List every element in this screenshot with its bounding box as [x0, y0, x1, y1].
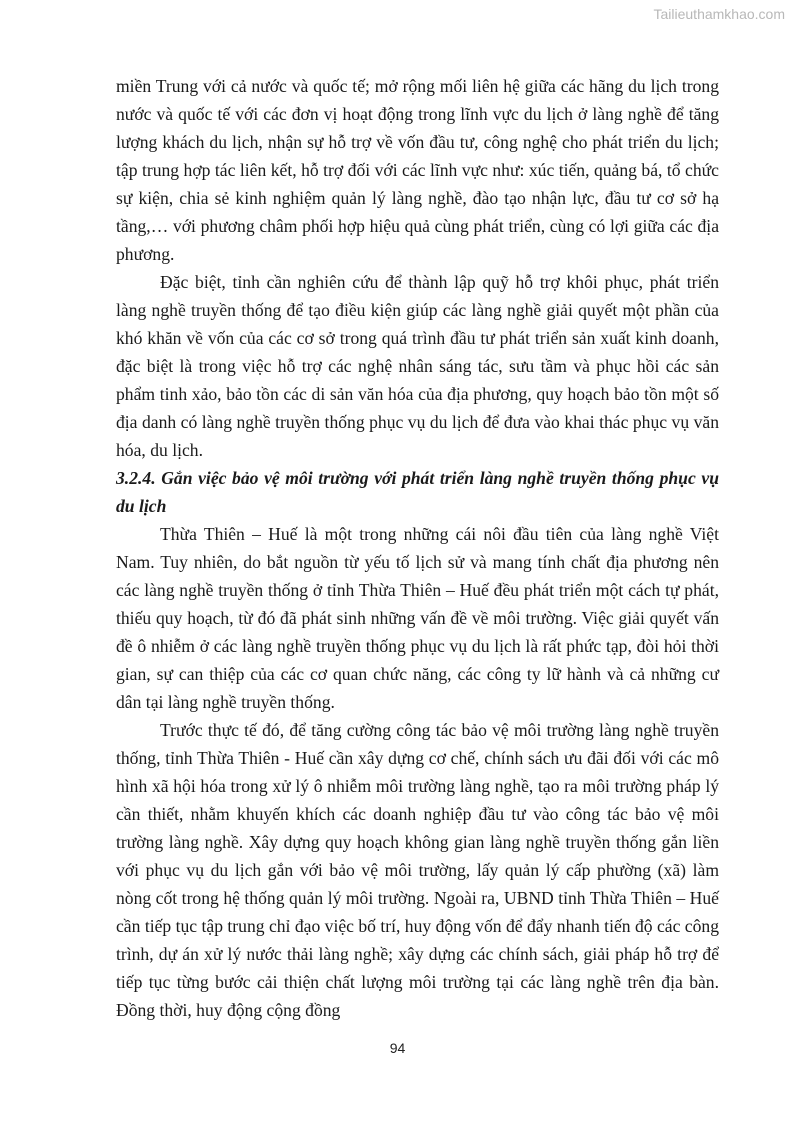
paragraph-4: Trước thực tế đó, để tăng cường công tác bảo vệ môi trường làng nghề truyền thống, tỉnh Thừa Thiên - Huế cần xây dựng cơ chế, chính sách ưu đãi đối với các mô hình xã hội hóa trong xử lý ô nhiễm môi trường làng nghề, tạo ra môi trường pháp lý cần thiết, nhằm khuyến khích các doanh nghiệp đầu tư vào công tác bảo vệ môi trường làng nghề. Xây dựng quy hoạch không gian làng nghề truyền thống gắn liền với phục vụ du lịch gắn với bảo vệ môi trường, lấy quản lý cấp phường (xã) làm nòng cốt trong hệ thống quản lý môi trường. Ngoài ra, UBND tỉnh Thừa Thiên – Huế cần tiếp tục tập trung chỉ đạo việc bố trí, huy động vốn để đẩy nhanh tiến độ các công trình, dự án xử lý nước thải làng nghề; xây dựng các chính sách, giải pháp hỗ trợ để tiếp tục từng bước cải thiện chất lượng môi trường tại các làng nghề trên địa bàn. Đồng thời, huy động cộng đồng — [116, 720, 719, 1020]
paragraph-3: Thừa Thiên – Huế là một trong những cái nôi đầu tiên của làng nghề Việt Nam. Tuy nhiên, do bắt nguồn từ yếu tố lịch sử và mang tính chất địa phương nên các làng nghề truyền thống ở tỉnh Thừa Thiên – Huế đều phát triển một cách tự phát, thiếu quy hoạch, từ đó đã phát sinh những vấn đề về môi trường. Việc giải quyết vấn đề ô nhiễm ở các làng nghề truyền thống phục vụ du lịch là rất phức tạp, đòi hỏi thời gian, sự can thiệp của các cơ quan chức năng, các công ty lữ hành và cả những cư dân tại làng nghề truyền thống. — [116, 524, 719, 712]
watermark-text: Tailieuthamkhao.com — [653, 6, 785, 22]
page-number: 94 — [389, 1040, 406, 1056]
section-heading: 3.2.4. Gắn việc bảo vệ môi trường với phát triển làng nghề truyền thống phục vụ du lịch — [116, 468, 719, 516]
paragraph-2: Đặc biệt, tỉnh cần nghiên cứu để thành lập quỹ hỗ trợ khôi phục, phát triển làng nghề truyền thống để tạo điều kiện giúp các làng nghề giải quyết một phần của khó khăn về vốn của các cơ sở trong quá trình đầu tư phát triển sản xuất kinh doanh, đặc biệt là trong việc hỗ trợ các nghệ nhân sáng tác, sưu tầm và phục hồi các sản phẩm tinh xảo, bảo tồn các di sản văn hóa của địa phương, quy hoạch bảo tồn một số địa danh có làng nghề truyền thống phục vụ du lịch để đưa vào khai thác phục vụ văn hóa, du lịch. — [116, 272, 719, 460]
document-body — [116, 72, 719, 1024]
paragraph-1: miền Trung với cả nước và quốc tế; mở rộng mối liên hệ giữa các hãng du lịch trong nước và quốc tế với các đơn vị hoạt động trong lĩnh vực du lịch ở làng nghề để tăng lượng khách du lịch, nhận sự hỗ trợ về vốn đầu tư, công nghệ cho phát triển du lịch; tập trung hợp tác liên kết, hỗ trợ đối với các lĩnh vực như: xúc tiến, quảng bá, tổ chức sự kiện, chia sẻ kinh nghiệm quản lý làng nghề, đào tạo nhận lực, đầu tư cơ sở hạ tầng,… với phương châm phối hợp hiệu quả cùng phát triển, cùng có lợi giữa các địa phương. — [116, 76, 719, 264]
